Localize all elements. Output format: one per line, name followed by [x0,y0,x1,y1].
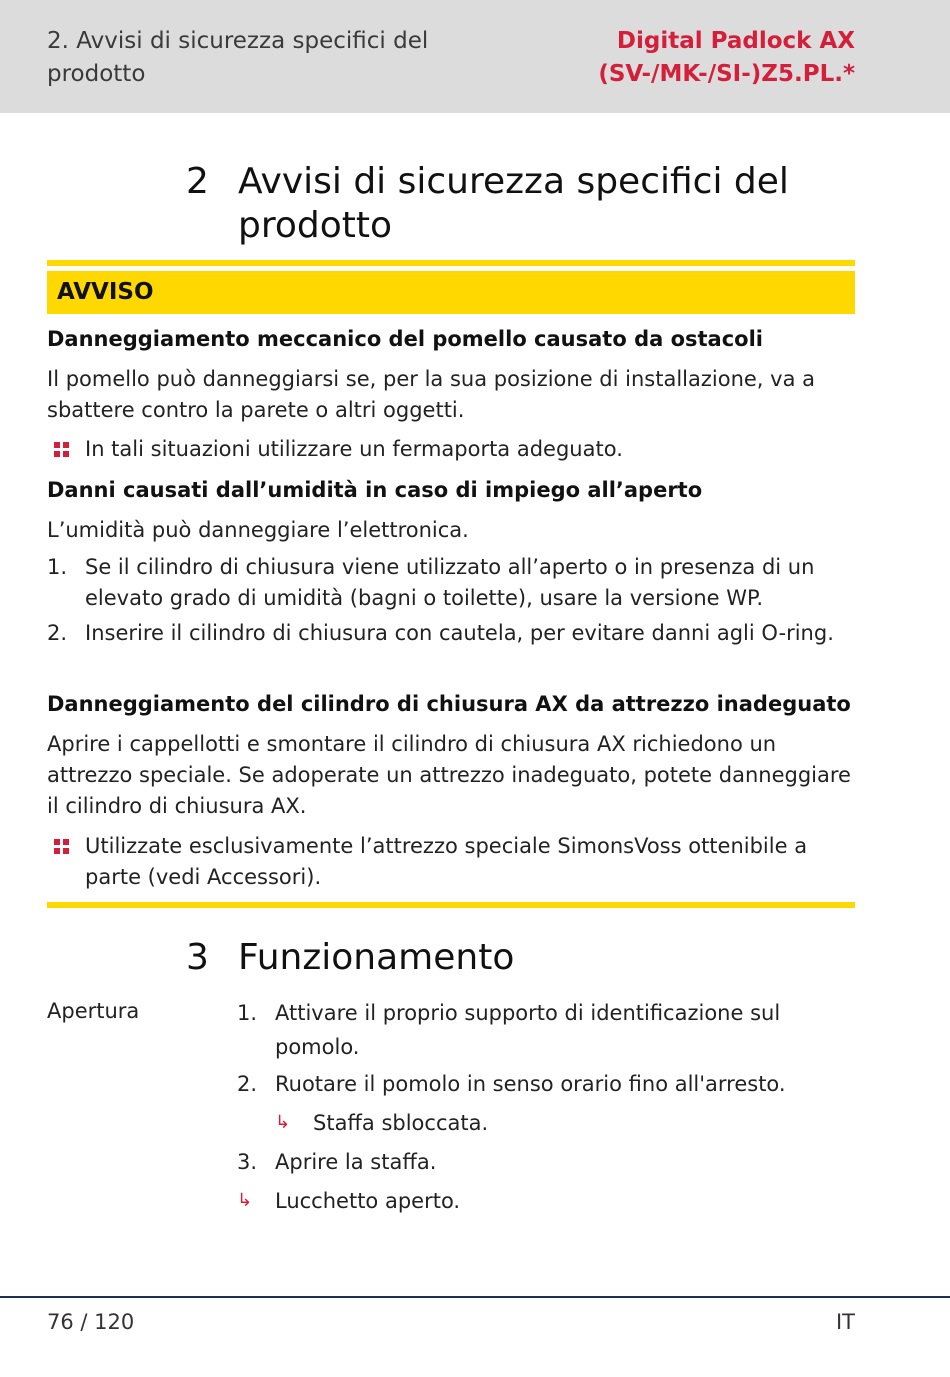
chapter-2-heading [186,160,846,250]
result-text: Lucchetto aperto. [275,1189,461,1213]
step-text: Ruotare il pomolo in senso orario fino all'arresto. [275,1072,786,1096]
result-arrow-icon: ↳ [237,1190,253,1211]
notice-text-3: Aprire i cappellotti e smontare il cilindro di chiusura AX richiedono un attrezzo speciale. Se adoperate un attrezzo inadeguato, potete danneggiare il cilindro di chiusura AX. [47,732,851,818]
step-text: Aprire la staffa. [275,1150,437,1174]
result-text: Staffa sbloccata. [313,1111,489,1135]
action-text: In tali situazioni utilizzare un fermaporta adeguato. [85,437,623,461]
chapter-number: 3 [186,937,209,978]
header-section-title: 2. Avvisi di sicurezza specifici del prodotto [47,28,429,87]
notice-heading-2: Danni causati dall’umidità in caso di impiego all’aperto [47,478,703,502]
result-arrow-icon: ↳ [275,1112,291,1133]
step-number: 3. [237,1150,258,1174]
chapter-title: Avvisi di sicurezza specifici del prodotto [238,161,789,246]
header-product-title: Digital Padlock AX (SV-/MK-/SI-)Z5.PL.* [598,28,855,87]
step-number: 1. [237,1001,258,1025]
chapter-number: 2 [186,161,209,202]
step-number: 2. [237,1072,258,1096]
notice-label: AVVISO [57,279,154,305]
notice-bottom-rule [47,902,855,908]
notice-heading-1: Danneggiamento meccanico del pomello causato da ostacoli [47,327,763,351]
notice-heading-3: Danneggiamento del cilindro di chiusura AX da attrezzo inadeguato [47,692,851,716]
chapter-title: Funzionamento [238,937,515,978]
notice-banner [47,271,855,314]
page-number: 76 / 120 [47,1310,135,1334]
chapter-3-heading [186,936,846,980]
page-header [0,0,950,113]
language-code: IT [835,1310,855,1334]
step-text: Inserire il cilindro di chiusura con cautela, per evitare danni agli O-ring. [85,621,834,645]
step-number: 2. [47,621,68,645]
notice-top-rule [47,260,855,266]
step-number: 1. [47,555,68,579]
notice-text-2: L’umidità può danneggiare l’elettronica. [47,518,469,542]
action-text: Utilizzate esclusivamente l’attrezzo speciale SimonsVoss ottenibile a parte (vedi Accessori). [85,834,808,889]
action-square-icon [54,442,70,458]
step-text: Attivare il proprio supporto di identificazione sul pomolo. [275,1001,781,1059]
footer-rule [0,1296,950,1298]
margin-label: Apertura [47,999,140,1023]
action-square-icon [54,839,70,855]
step-text: Se il cilindro di chiusura viene utilizzato all’aperto o in presenza di un elevato grado di umidità (bagni o toilette), usare la versione WP. [85,555,815,610]
notice-text-1: Il pomello può danneggiarsi se, per la sua posizione di installazione, va a sbattere contro la parete o altri oggetti. [47,367,815,422]
